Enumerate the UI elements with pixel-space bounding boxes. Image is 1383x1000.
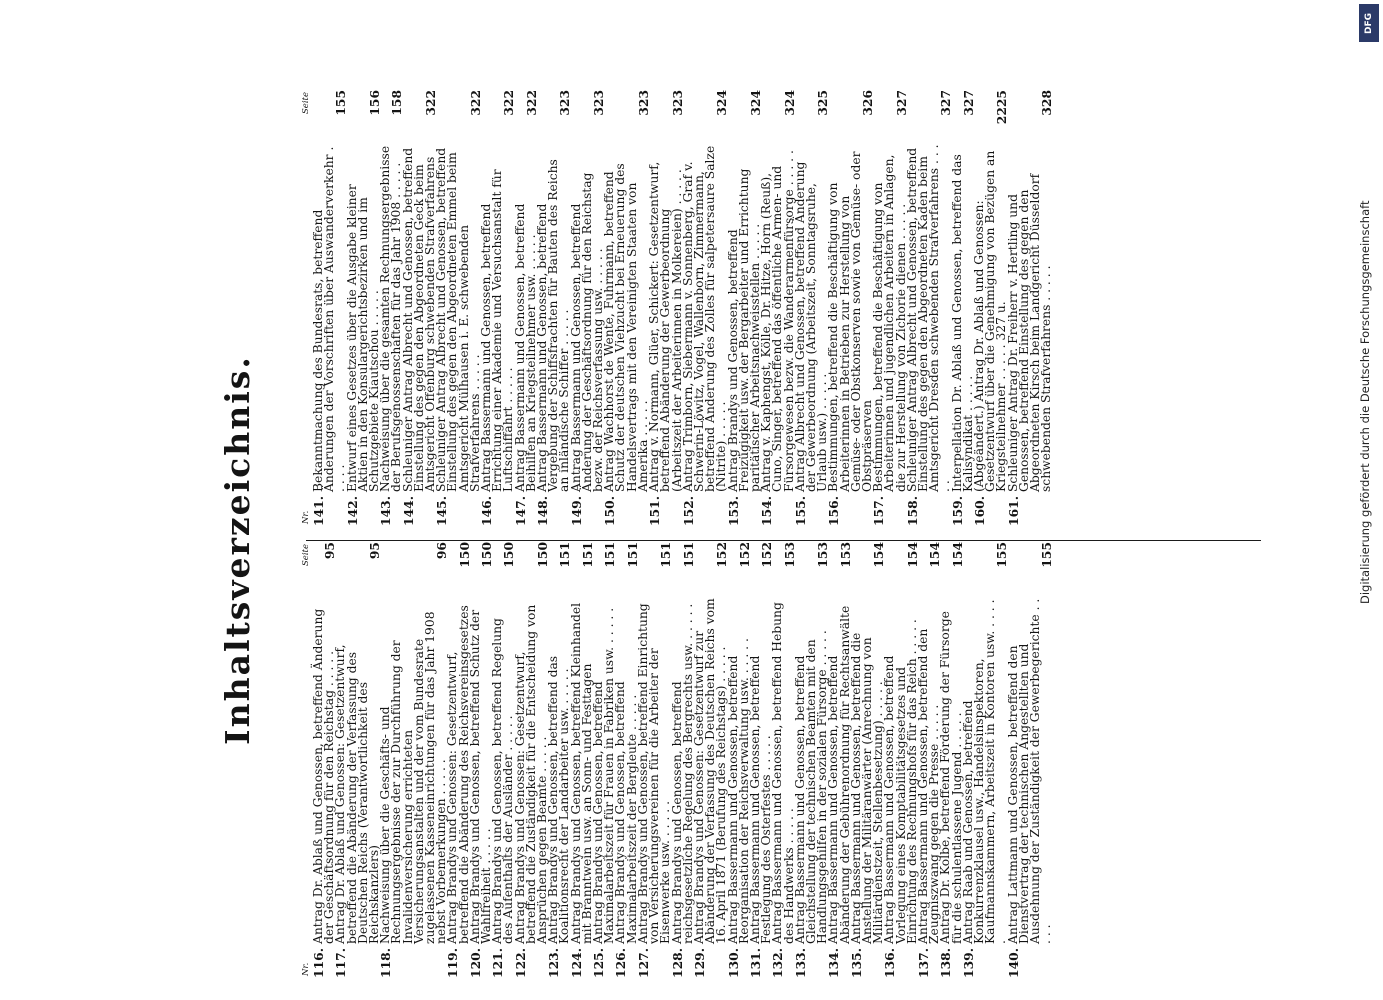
entry-text: Antrag Bassermann und Genossen, betreffend Änderung der Geschäftsordnung für den Reichstag bezw. der Reichsverfassung usw. . . . . . [568, 172, 606, 492]
entry-number: 155. [792, 496, 808, 526]
entry-number: 130. [725, 948, 741, 978]
entry-text: Antrag v. Kaphengst, Kölle, Dr. Hitze, Horn (Reuß), Cuno, Singer, betreffend das öffentliche Armen- und Fürsorgewesen bezw. die Wanderarmenfürsorge . . . . . [759, 150, 796, 492]
entry-text: Bestimmungen, betreffend die Beschäftigung von Arbeiterinnen und jugendlichen Arbeitern in Anlagen, die zur Herstellung von Zichorie dienen . . . . . [871, 154, 908, 492]
entry-number: 143. [378, 496, 394, 526]
entry-page: 152 [759, 542, 775, 568]
entry-page: 96 [434, 542, 450, 560]
entry-text: Antrag Bassermann und Genossen, betreffend Errichtung einer Akademie und Versuchsanstalt für Luftschiffahrt . . . . . [479, 169, 516, 492]
toc-entry [568, 542, 595, 978]
entry-text: Antrag Bassermann und Genossen, betreffend Vergebung der Schiffsfrachten für Bauten des Reichs an inländische Schiffer . . . . . [535, 159, 572, 492]
entry-number: 154. [759, 496, 775, 526]
entry-page: 153 [781, 542, 797, 568]
toc-entry [649, 90, 683, 526]
entry-text: Schleuniger Antrag Dr. Freiherr v. Hertling und Genossen, betreffend Einstellung des gegen den Abgeordneten Kirsch beim Landgericht Düsseldorf schwebenden Strafverfahrens . . . . . [1005, 173, 1054, 492]
entry-text: Antrag Brandys und Genossen: Gesetzentwurf, betreffend die Zuständigkeit für die Entscheidung von Ansprüchen gegen Beamte . . . . . [512, 604, 550, 944]
entry-page: 155 [1039, 542, 1055, 568]
entry-text: Entwurf eines Gesetzes über die Ausgabe kleiner Aktien in den Konsulargerichtsbezirken und im Schutzgebiete Kiautschou . . . . . [344, 184, 382, 492]
entry-number: 150. [602, 496, 618, 526]
entry-text: Antrag Bassermann und Genossen, betreffend Vorlegung eines Komptabilitätsgesetzes und Einrichtung des Rechnungshofs für das Reich . . . . . [882, 619, 919, 944]
toc-entry [680, 90, 730, 526]
entry-number: 139. [960, 948, 976, 978]
entry-number: 125. [591, 948, 607, 978]
toc-entry [311, 542, 338, 978]
entry-page: 156 [367, 90, 383, 116]
entry-text: Antrag Bassermann und Genossen, betreffend die Anstellung der Militäranwärter (Anrechnung von Militärdienstzeit, Stellenbesetzung) . . . . . [848, 632, 886, 944]
toc-entry [770, 542, 797, 978]
entry-number: 129. [691, 948, 707, 978]
dfg-sidebar [1358, 4, 1380, 606]
entry-page: 151 [602, 542, 618, 568]
entry-page: 322 [467, 90, 483, 116]
toc-entry [333, 542, 383, 978]
toc-entry [826, 542, 853, 978]
entry-number: 135. [848, 948, 864, 978]
toc-entry [445, 542, 472, 978]
entry-number: 147. [512, 496, 528, 526]
entry-text: Bestimmungen, betreffend die Beschäftigung von Arbeiterinnen in Betrieben zur Herstellung von Gemüse- oder Obstkonserven sowie von Gemüse- oder Obstpräserven [826, 151, 874, 492]
entry-page: 150 [479, 542, 495, 568]
entry-page: 95 [367, 542, 383, 560]
toc-entry [792, 90, 831, 526]
entry-number: 136. [882, 948, 898, 978]
toc-entry [344, 90, 383, 526]
entry-text: Antrag Brandys und Genossen, betreffend Schutz der Wahlfreiheit . . . . . [467, 609, 494, 944]
toc-entry [949, 90, 976, 526]
entry-text: Antrag Dr. Kolbe, betreffend Förderung der Fürsorge für die schulentlassene Jugend . . . . . [938, 611, 964, 944]
entry-text: (Abgeändert.) Antrag Dr. Ablaß und Genossen: Gesetzentwurf über die Genehmigung von Bezügen an Kriegsteilnehmer . . . . . 327 u. [971, 150, 1009, 492]
toc-entry [873, 90, 907, 526]
entry-text: Antrag Bassermann und Genossen, betreffend Gleichstellung der technischen Beamten mit den Handlungsgehilfen in der sozialen Fürsorge . . . . . [792, 630, 830, 944]
entry-number: 128. [669, 948, 685, 978]
entry-text: Bekanntmachung des Bundesrats, betreffend Änderungen der Vorschriften über Auswanderverkehr . . . . . [311, 146, 348, 492]
toc-entry [481, 90, 515, 526]
entry-text: Nachweisung über die gesamten Rechnungsergebnisse der Berufsgenossenschaften für das Jahr 1908 . . . . . [378, 145, 404, 492]
entry-text: Antrag Brandys und Genossen, betreffend Einrichtung von Versicherungsvereinen für die Arbeiter der Eisenwerke usw. . . . . . [635, 603, 673, 944]
toc-column-left [298, 542, 1055, 978]
toc-entry [747, 542, 775, 978]
entry-page: 150 [456, 542, 472, 568]
entry-number: 120. [467, 948, 483, 978]
toc-entry [378, 542, 450, 978]
entry-page: 154 [904, 542, 920, 568]
entry-number: 121. [490, 948, 506, 978]
entry-page: 95 [322, 542, 338, 560]
toc-entry [1005, 542, 1055, 978]
entry-number: 132. [770, 948, 786, 978]
header-seite: Seite [301, 92, 311, 115]
toc-entry [613, 542, 640, 978]
entry-number: 157. [871, 496, 887, 526]
toc-entry [490, 542, 517, 978]
entry-number: 158. [904, 496, 920, 526]
entry-number: 148. [535, 496, 551, 526]
entry-text: Schleuniger Antrag Albrecht und Genossen, betreffend Einstellung des gegen den Abgeordneten Kaden beim Amtsgericht Dresden schwebenden Strafverfahrens . . . . . [904, 144, 953, 492]
entry-page: 153 [815, 542, 831, 568]
entry-number: 117. [333, 948, 349, 978]
entry-text: Antrag Brandys und Genossen, betreffend das Koalitionsrecht der Landarbeiter usw. . . . . . [546, 655, 572, 944]
toc-entry [591, 542, 618, 978]
toc-entry [884, 542, 918, 978]
page-title: Inhaltsverzeichnis. [218, 355, 257, 745]
entry-page: 322 [423, 90, 439, 116]
entry-number: 127. [635, 948, 651, 978]
entry-number: 161. [1005, 496, 1021, 526]
entry-text: Antrag v. Normann, Glüer, Schickert: Gesetzentwurf, betreffend Abänderung der Gewerbeordnung (Arbeitszeit der Arbeiterinnen in Molkereien) . . . . . [647, 161, 684, 492]
entry-number: 141. [311, 496, 326, 526]
entry-page: 326 [859, 90, 875, 116]
entry-page: 322 [501, 90, 517, 116]
entry-page: 153 [837, 542, 853, 568]
entry-number: 140. [1005, 948, 1021, 978]
entry-number: 151. [647, 496, 663, 526]
entry-page: 322 [523, 90, 539, 116]
entry-number: 142. [344, 496, 360, 526]
toc-entry [960, 542, 1010, 978]
entry-page: 151 [557, 542, 573, 568]
toc-entry [915, 542, 943, 978]
entry-text: Schleuniger Antrag Albrecht und Genossen, betreffend Einstellung des gegen den Abgeordneten Geck beim Amtsgericht Offenburg schwebenden Strafverfahrens [400, 147, 438, 492]
entry-number: 160. [971, 496, 987, 526]
toc-column-right [298, 90, 1055, 526]
entry-number: 153. [725, 496, 741, 526]
toc-entry [828, 90, 873, 526]
dfg-logo: DFG [1359, 4, 1379, 42]
entry-page: 155 [333, 90, 349, 116]
entry-page: 327 [938, 90, 954, 116]
funding-note: Digitalisierung gefördert durch die Deutsche Forschungsgemeinschaft [1358, 200, 1372, 604]
toc-entry [1005, 90, 1055, 526]
entry-text: Antrag Bassermann und Genossen, betreffend Festlegung des Osterfestes . . . . . [747, 655, 774, 944]
entry-number: 146. [479, 496, 495, 526]
entry-text: Antrag Lattmann und Genossen, betreffend den Dienstvertrag der technischen Angestellten und Ausdehnung der Zuständigkeit der Gewerbegerichte . . . . . [1005, 598, 1054, 944]
entry-page: 152 [736, 542, 752, 568]
toc-entry [467, 542, 495, 978]
entry-number: 119. [445, 948, 461, 978]
entry-page: 324 [714, 90, 730, 116]
toc-entry [537, 90, 571, 526]
toc-entry [546, 542, 573, 978]
entry-page: 324 [781, 90, 797, 116]
entry-number: 145. [434, 496, 450, 526]
entry-text: Antrag Bassermann und Genossen, betreffend Beihilfen an Kriegsteilnehmer usw. . . . . . [512, 203, 538, 492]
entry-text: Antrag Bassermann und Genossen, betreffend Reorganisation der Reichsverwaltung usw. . . . . . [725, 638, 751, 944]
entry-page: 2225 [994, 90, 1010, 125]
entry-page: 154 [927, 542, 943, 568]
entry-page: 151 [624, 542, 640, 568]
entry-page: 328 [1039, 90, 1055, 116]
toc-entry [971, 90, 1010, 526]
entry-number: 159. [949, 496, 965, 526]
entry-text: Antrag Brandys und Genossen, betreffend Maximalarbeitszeit für Frauen in Fabriken usw. . . . . . [591, 607, 617, 944]
entry-page: 327 [893, 90, 909, 116]
toc-entry [436, 90, 481, 526]
entry-number: 123. [546, 948, 562, 978]
toc-entry [725, 90, 763, 526]
entry-number: 138. [938, 948, 954, 978]
entry-text: Antrag Brandys und Genossen: Gesetzentwurf, betreffend die Abänderung des Reichsvereinsgesetzes [445, 605, 471, 944]
toc-entry [512, 542, 551, 978]
entry-number: 116. [311, 948, 326, 978]
entry-text: Antrag Bassermann und Genossen, betreffend den Zeugniszwang gegen die Presse . . . . . [915, 628, 942, 944]
entry-number: 152. [680, 496, 696, 526]
toc-entry [604, 90, 649, 526]
entry-number: 149. [568, 496, 584, 526]
entry-text: Antrag Bassermann und Genossen, betreffend Hebung des Handwerks . . . . . [770, 602, 796, 944]
entry-text: Antrag Brandys und Genossen: Gesetzentwurf zur Abänderung der Verfassung des Deutschen Reichs vom 16. April 1871 (Berufung des Reichstags) . . . . . [691, 598, 729, 944]
entry-page: 323 [591, 90, 607, 116]
toc-entry [512, 90, 539, 526]
entry-number: 134. [826, 948, 842, 978]
entry-page: 154 [949, 542, 965, 568]
entry-page: 150 [501, 542, 517, 568]
rotated-page-content [218, 90, 1270, 1000]
entry-page: 158 [389, 90, 405, 116]
toc-entry [848, 542, 887, 978]
entry-text: Antrag Albrecht und Genossen, betreffend Änderung der Gewerbeordnung (Arbeitszeit, Sonntagsruhe, Urlaub usw.) . . . . . [792, 161, 830, 492]
entry-text: Antrag Trimborn, Siebermann v. Sonnenberg, Graf v. Schwerin-Löwitz, Vogel, Wallenborn, Zimmermann, betreffend Änderung des Zolles für salpetersaure Salze (Nitrite) . . . . . [680, 145, 729, 492]
column-divider [306, 540, 1261, 541]
entry-page: 323 [635, 90, 651, 116]
entry-page: 152 [714, 542, 730, 568]
entry-number: 124. [568, 948, 584, 978]
entry-page: 154 [871, 542, 887, 568]
toc-entry [938, 542, 965, 978]
header-nr: Nr. [301, 510, 311, 524]
entry-text: Interpellation Dr. Ablaß und Genossen, betreffend das Kalisyndikat . . . . . [949, 154, 975, 492]
toc-entry [635, 542, 674, 978]
header-seite: Seite [301, 544, 311, 567]
entry-text: Antrag Brandys und Genossen, betreffend Maximalarbeitszeit der Bergleute . . . . . [613, 681, 639, 944]
toc-entry [725, 542, 752, 978]
toc-entry [400, 90, 439, 526]
entry-text: Antrag Brandys und Genossen, betreffend reichsgesetzliche Regelung des Bergrechts usw. . . . . . [669, 603, 695, 944]
entry-number: 118. [378, 948, 394, 978]
toc-entry [761, 90, 795, 526]
entry-number: 131. [747, 948, 763, 978]
toc-entry [904, 90, 954, 526]
entry-page: 323 [557, 90, 573, 116]
entry-text: Antrag Bassermann und Genossen, betreffend Abänderung der Gebührenordnung für Rechtsanwälte [826, 605, 852, 944]
entry-page: 155 [994, 542, 1010, 568]
toc-entry [313, 90, 347, 526]
entry-text: Schleuniger Antrag Albrecht und Genossen, betreffend Einstellung des gegen den Abgeordneten Emmel beim Amtsgericht Mülhausen i. E. schwebenden Strafverfahrens . . . . . [434, 147, 482, 492]
entry-number: 137. [915, 948, 931, 978]
toc-entry [792, 542, 831, 978]
entry-page: 151 [579, 542, 595, 568]
entry-page: 150 [535, 542, 551, 568]
toc-entry [669, 542, 696, 978]
entry-text: Antrag Brandys und Genossen, betreffend Kleinhandel mit Branntwein usw. an Sonn- und Festtagen [568, 602, 594, 944]
entry-number: 126. [613, 948, 629, 978]
entry-page: 325 [815, 90, 831, 116]
entry-number: 133. [792, 948, 808, 978]
toc-entry [691, 542, 730, 978]
entry-number: 156. [826, 496, 842, 526]
entry-page: 324 [747, 90, 763, 116]
entry-text: Antrag Brandys und Genossen, betreffend Freizügigkeit usw. der Bergarbeiter und Errichtung paritätischer Arbeitsnachweisstellen . . . . . [725, 168, 762, 492]
entry-page: 323 [669, 90, 685, 116]
entry-page: 151 [658, 542, 674, 568]
toc-entry [568, 90, 607, 526]
entry-text: Antrag Dr. Ablaß und Genossen, betreffend Änderung der Geschäftsordnung für den Reichstag . . . . . [311, 608, 337, 944]
entry-text: Antrag Brandys und Genossen, betreffend Regelung des Aufenthalts der Ausländer . . . . . [490, 618, 516, 944]
entry-text: Nachweisung über die Geschäfts- und Rechnungsergebnisse der zur Durchführung der Invalidenversicherung errichteten Versicherungsanstalten und der vom Bundesrate zugelassenen Kasseneinrichtungen für das Jahr 1908 nebst Vorbemerkungen . . . . . [378, 611, 449, 944]
toc-entry [378, 90, 405, 526]
entry-number: 122. [512, 948, 528, 978]
header-nr: Nr. [301, 962, 311, 976]
entry-text: Antrag Wachhorst de Wente, Fuhrmann, betreffend Schutz der deutschen Viehzucht bei Erneuerung des Handelsvertrags mit den Vereinigten Staaten von Amerika . . . . . [602, 163, 650, 492]
entry-text: Antrag Dr. Ablaß und Genossen: Gesetzentwurf, betreffend die Abänderung der Verfassung des Deutschen Reichs (Verantwortlichkeit des Reichskanzlers) [333, 644, 382, 944]
entry-page: 327 [960, 90, 976, 116]
entry-text: Antrag Raab und Genossen, betreffend Konkurrenzklausel usw., Handelsinspektoren, Kaufmannskammern, Arbeitszeit in Kontoren usw. . . . . . [960, 599, 1009, 944]
entry-number: 144. [400, 496, 416, 526]
entry-page: 151 [680, 542, 696, 568]
